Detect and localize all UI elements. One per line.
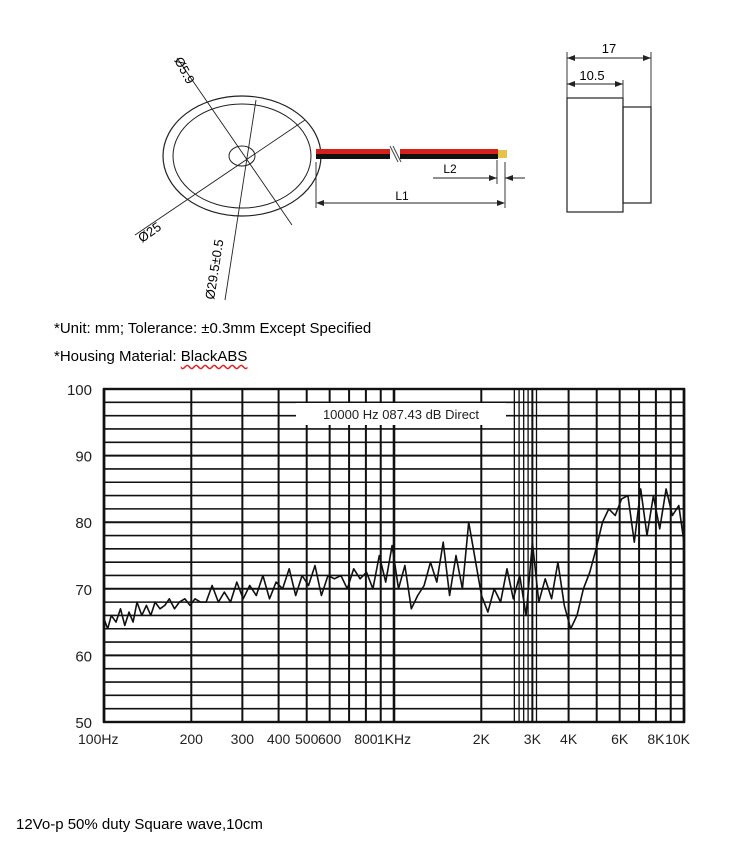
dim-height: 17 xyxy=(601,41,617,56)
y-tick-label: 100 xyxy=(66,382,92,399)
outer-circle xyxy=(163,96,321,216)
x-tick-label: 100Hz xyxy=(78,731,119,747)
x-tick-label: 4K xyxy=(560,731,578,747)
y-tick-label: 90 xyxy=(75,448,92,466)
frequency-response-chart xyxy=(0,375,750,755)
y-tick-label: 50 xyxy=(75,715,92,732)
dim-l2: L2 xyxy=(443,162,457,176)
x-tick-label: 3K xyxy=(523,731,541,747)
dim-l1: L1 xyxy=(395,189,409,203)
test-condition-caption: 12Vo-p 50% duty Square wave,10cm xyxy=(16,816,263,833)
side-view-cap xyxy=(623,107,651,203)
x-tick-label: 6K xyxy=(611,731,629,747)
x-tick-label: 10K xyxy=(665,731,690,747)
y-tick-labels xyxy=(67,382,92,732)
unit-note: *Unit: mm; Tolerance: ±0.3mm Except Specified xyxy=(54,320,372,337)
x-tick-label: 1KHz xyxy=(376,731,412,747)
x-tick-label: 200 xyxy=(179,731,203,747)
dim-inner: Ø25 xyxy=(135,219,164,246)
x-tick-label: 2K xyxy=(472,731,490,747)
side-view-body xyxy=(567,98,623,212)
dim-outer: Ø29.5±0.5 xyxy=(202,238,227,301)
mechanical-drawing xyxy=(0,0,750,310)
wire-black xyxy=(316,154,390,159)
x-tick-label: 400 xyxy=(266,731,291,747)
housing-label: *Housing Material: xyxy=(54,348,181,365)
wire-tip xyxy=(498,150,507,158)
x-tick-label: 8K xyxy=(647,731,665,747)
y-tick-label: 70 xyxy=(75,581,92,599)
dim-body: 10.5 xyxy=(579,68,605,83)
housing-material: BlackABS xyxy=(180,348,248,365)
x-tick-labels xyxy=(78,731,691,747)
x-tick-label: 600 xyxy=(317,731,342,747)
y-tick-label: 80 xyxy=(75,515,92,533)
chart-title: 10000 Hz 087.43 dB Direct xyxy=(322,407,480,422)
x-tick-label: 500 xyxy=(295,731,319,747)
dim-hole: Ø5.9 xyxy=(171,54,198,87)
housing-note xyxy=(54,348,247,365)
y-tick-label: 60 xyxy=(75,648,92,666)
x-tick-label: 800 xyxy=(354,731,378,747)
x-tick-label: 300 xyxy=(230,731,255,747)
wire-red xyxy=(316,149,390,154)
